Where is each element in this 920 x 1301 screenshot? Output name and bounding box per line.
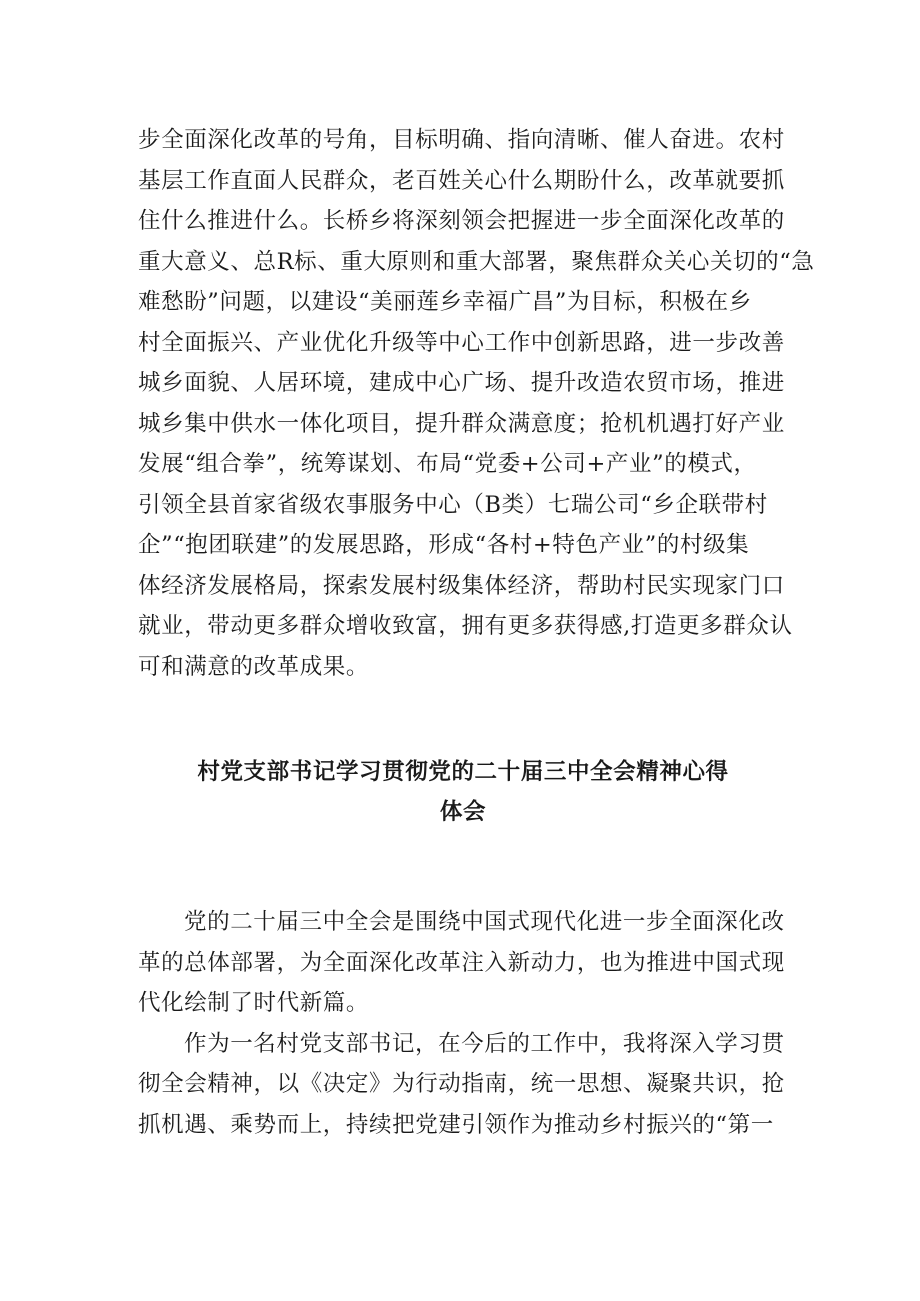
paragraph-line: 作为一名村党支部书记，在今后的工作中，我将深入学习贯 xyxy=(184,1030,785,1057)
paragraph-line: 代化绘制了时代新篇。 xyxy=(138,990,370,1016)
paragraph-line: 体经济发展格局，探索发展村级集体经济，帮助村民实现家门口 xyxy=(138,572,785,599)
continued-paragraph xyxy=(138,120,815,687)
body-text xyxy=(138,902,788,1145)
section-title xyxy=(138,752,788,832)
section-title-line-1: 村党支部书记学习贯彻党的二十届三中全会精神心得 xyxy=(197,759,729,785)
paragraph-line: 基层工作直面人民群众，老百姓关心什么期盼什么，改革就要抓 xyxy=(138,167,785,194)
paragraph-line: 步全面深化改革的号角，目标明确、指向清晰、催人奋进。农村 xyxy=(138,127,785,153)
paragraph-line: 企”“抱团联建”的发展思路，形成“各村+特色产业”的村级集 xyxy=(138,532,750,558)
paragraph-line: 住什么推进什么。长桥乡将深刻领会把握进一步全面深化改革的 xyxy=(138,208,785,234)
paragraph-line: 城乡集中供水一体化项目，提升群众满意度；抢机机遇打好产业 xyxy=(138,410,785,437)
paragraph-line: 党的二十届三中全会是围绕中国式现代化进一步全面深化改 xyxy=(184,909,785,935)
paragraph-line: 抓机遇、乘势而上，持续把党建引领作为推动乡村振兴的“第一 xyxy=(138,1111,774,1138)
paragraph-line: 可和满意的改革成果。 xyxy=(138,653,370,680)
section-title-line-2: 体会 xyxy=(439,799,487,825)
paragraph-line: 革的总体部署，为全面深化改革注入新动力，也为推进中国式现 xyxy=(138,949,785,976)
paragraph-line: 村全面振兴、产业优化升级等中心工作中创新思路，进一步改善 xyxy=(138,329,785,356)
paragraph-line: 重大意义、总R标、重大原则和重大部署，聚焦群众关心关切的“急 xyxy=(138,248,815,275)
paragraph-line: 就业，带动更多群众增收致富，拥有更多获得感,打造更多群众认 xyxy=(138,613,793,639)
paragraph-line: 发展“组合拳”，统筹谋划、布局“党委+公司+产业”的模式， xyxy=(138,451,757,477)
paragraph-line: 城乡面貌、人居环境，建成中心广场、提升改造农贸市场，推进 xyxy=(138,370,785,396)
paragraph-line: 彻全会精神，以《决定》为行动指南，统一思想、凝聚共识，抢 xyxy=(138,1071,785,1097)
paragraph-line: 难愁盼”问题，以建设“美丽莲乡幸福广昌”为目标，积极在乡 xyxy=(138,289,752,315)
paragraph-line: 引领全县首家省级农事服务中心（B类）七瑞公司“乡企联带村 xyxy=(138,491,768,518)
